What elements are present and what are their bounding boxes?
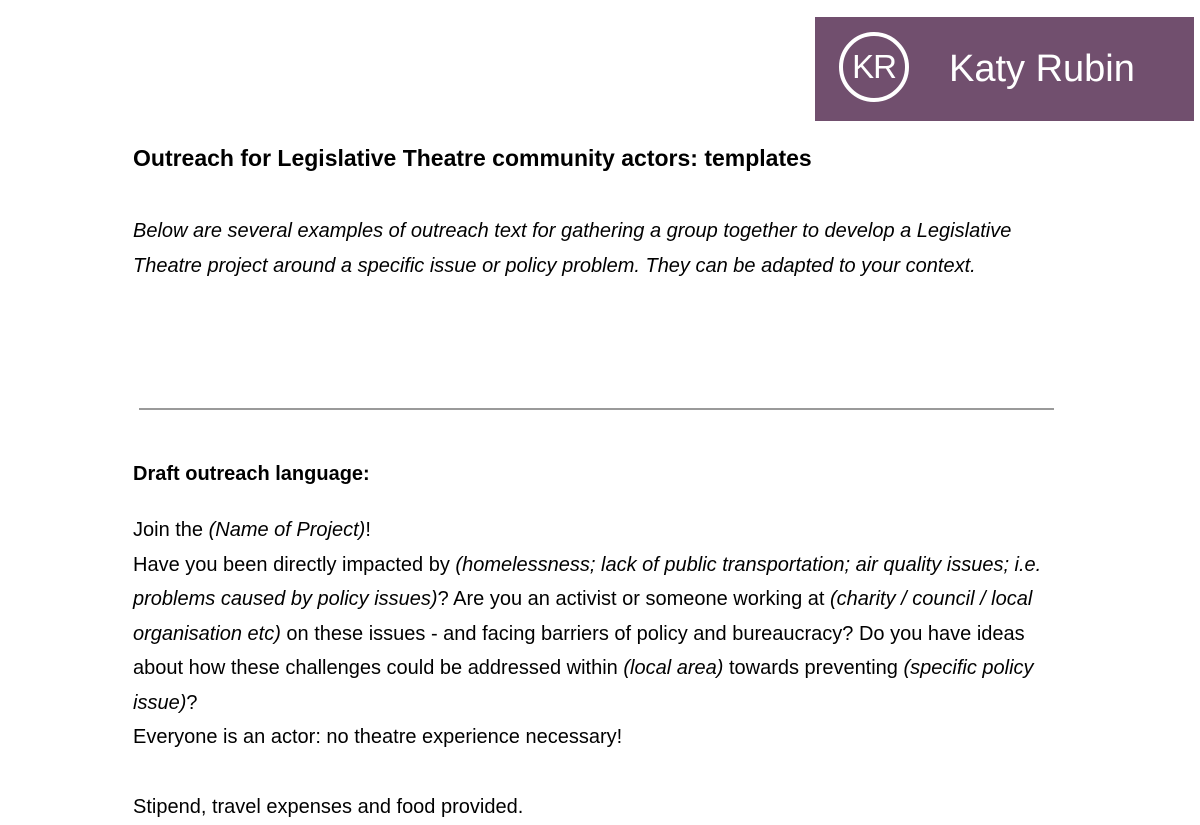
project-name-placeholder: (Name of Project)	[208, 519, 366, 541]
join-prefix: Join the	[133, 519, 209, 541]
question-paragraph	[133, 548, 1068, 721]
document-title: Outreach for Legislative Theatre community actors: templates	[133, 145, 812, 171]
join-line	[133, 513, 1068, 548]
stipend-line: Stipend, travel expenses and food provided.	[133, 796, 524, 818]
question-barriers: on these issues - and facing barriers of policy and bureaucracy? Do you have ideas about how these challenges could be addressed within	[133, 622, 1025, 679]
intro-paragraph: Below are several examples of outreach text for gathering a group together to develop a Legislative Theatre project around a specific issue or policy problem. They can be adapted to your context.	[133, 220, 1012, 277]
impact-examples-placeholder: (homelessness; lack of public transportation; air quality issues; i.e. problems caused by policy issues)	[133, 553, 1042, 610]
brand-name: Katy Rubin	[949, 48, 1135, 90]
join-suffix: !	[365, 519, 371, 541]
section-heading: Draft outreach language:	[133, 463, 370, 485]
horizontal-divider	[139, 408, 1054, 410]
question-activist: ? Are you an activist or someone working at	[437, 588, 831, 610]
actor-line: Everyone is an actor: no theatre experience necessary!	[133, 726, 623, 748]
outreach-body	[133, 513, 1068, 755]
brand-logo	[815, 17, 1194, 121]
question-towards: towards preventing	[723, 657, 904, 679]
question-end: ?	[186, 691, 198, 714]
brand-initials-badge: KR	[839, 32, 909, 102]
organisation-placeholder: (charity / council / local organisation etc)	[133, 588, 1033, 645]
policy-issue-placeholder: (specific policy issue)	[133, 657, 1034, 714]
question-prefix: Have you been directly impacted by	[133, 553, 456, 576]
local-area-placeholder: (local area)	[623, 657, 724, 679]
